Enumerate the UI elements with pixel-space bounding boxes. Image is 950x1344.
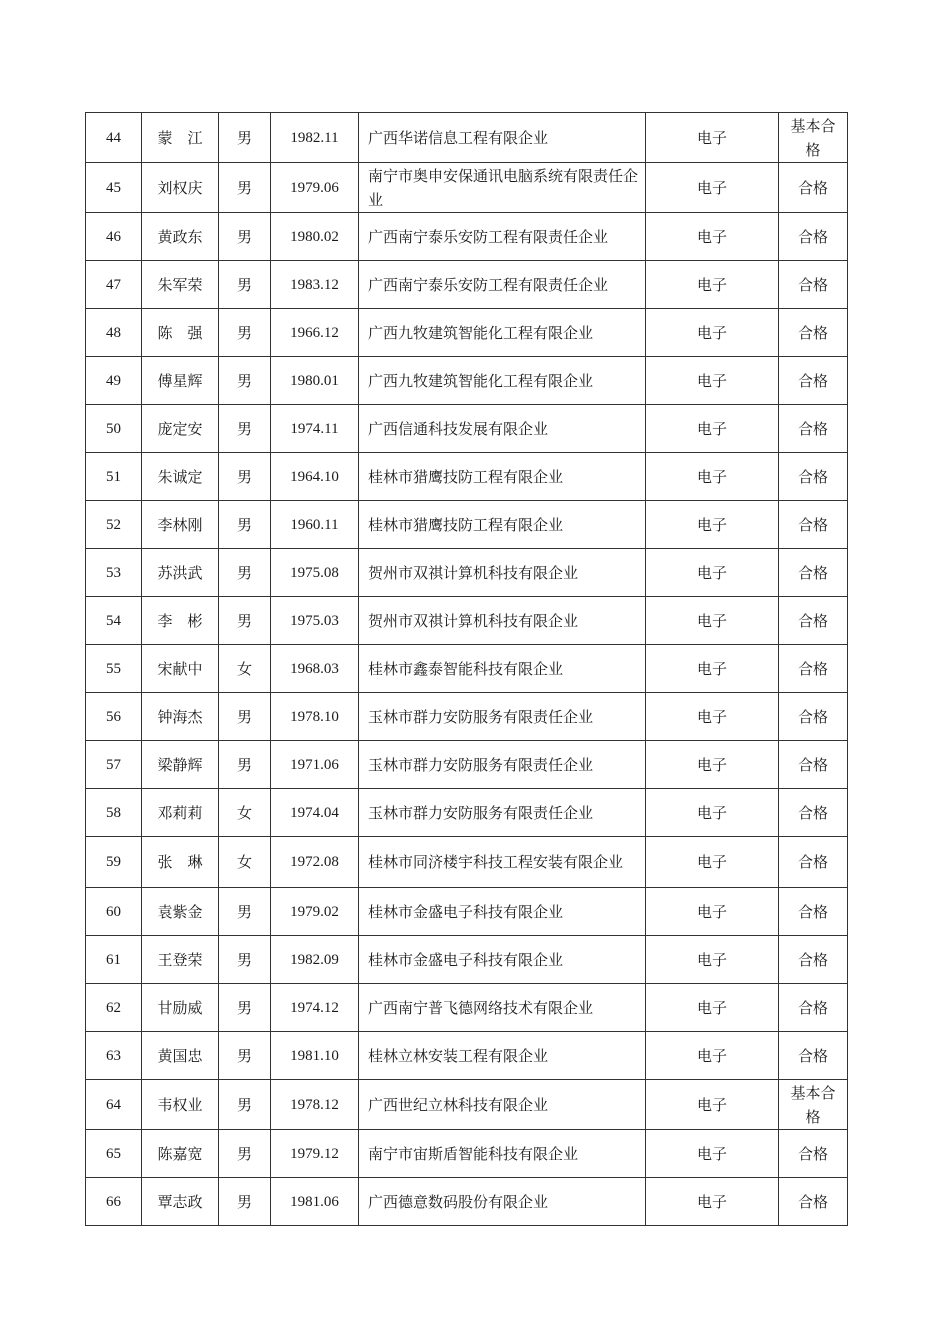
gender: 男 [219, 597, 271, 645]
evaluation-result: 合格 [779, 163, 848, 213]
evaluation-result: 合格 [779, 405, 848, 453]
birth-date: 1968.03 [271, 645, 359, 693]
specialty: 电子 [646, 597, 779, 645]
specialty: 电子 [646, 837, 779, 888]
specialty: 电子 [646, 1178, 779, 1226]
company-name: 广西九牧建筑智能化工程有限企业 [359, 309, 646, 357]
gender: 女 [219, 645, 271, 693]
birth-date: 1971.06 [271, 741, 359, 789]
row-number: 64 [86, 1080, 142, 1130]
table-row [86, 549, 848, 597]
row-number: 57 [86, 741, 142, 789]
company-name: 桂林市同济楼宇科技工程安装有限企业 [359, 837, 646, 888]
gender: 男 [219, 1080, 271, 1130]
birth-date: 1979.06 [271, 163, 359, 213]
table-row [86, 163, 848, 213]
row-number: 65 [86, 1130, 142, 1178]
company-name: 玉林市群力安防服务有限责任企业 [359, 693, 646, 741]
person-name: 庞定安 [142, 405, 219, 453]
evaluation-result: 合格 [779, 936, 848, 984]
person-name: 苏洪武 [142, 549, 219, 597]
company-name: 桂林市金盛电子科技有限企业 [359, 888, 646, 936]
table-row [86, 1032, 848, 1080]
person-name: 傅星辉 [142, 357, 219, 405]
gender: 男 [219, 1130, 271, 1178]
specialty: 电子 [646, 501, 779, 549]
specialty: 电子 [646, 1080, 779, 1130]
evaluation-result: 基本合格 [779, 1080, 848, 1130]
gender: 男 [219, 888, 271, 936]
birth-date: 1974.11 [271, 405, 359, 453]
person-name: 覃志政 [142, 1178, 219, 1226]
evaluation-result: 合格 [779, 261, 848, 309]
row-number: 53 [86, 549, 142, 597]
specialty: 电子 [646, 163, 779, 213]
specialty: 电子 [646, 936, 779, 984]
evaluation-result: 基本合格 [779, 113, 848, 163]
evaluation-result: 合格 [779, 984, 848, 1032]
birth-date: 1978.10 [271, 693, 359, 741]
gender: 男 [219, 261, 271, 309]
specialty: 电子 [646, 789, 779, 837]
specialty: 电子 [646, 357, 779, 405]
person-name: 刘权庆 [142, 163, 219, 213]
table-row [86, 1130, 848, 1178]
person-name: 宋献中 [142, 645, 219, 693]
table-body [86, 113, 848, 1226]
row-number: 61 [86, 936, 142, 984]
person-name: 甘励威 [142, 984, 219, 1032]
row-number: 44 [86, 113, 142, 163]
specialty: 电子 [646, 984, 779, 1032]
specialty: 电子 [646, 888, 779, 936]
evaluation-result: 合格 [779, 357, 848, 405]
personnel-table [85, 112, 848, 1226]
person-name: 蒙 江 [142, 113, 219, 163]
specialty: 电子 [646, 261, 779, 309]
company-name: 广西南宁普飞德网络技术有限企业 [359, 984, 646, 1032]
table-row [86, 1080, 848, 1130]
specialty: 电子 [646, 741, 779, 789]
table-row [86, 936, 848, 984]
birth-date: 1974.04 [271, 789, 359, 837]
person-name: 陈 强 [142, 309, 219, 357]
birth-date: 1982.11 [271, 113, 359, 163]
gender: 男 [219, 163, 271, 213]
table-row [86, 453, 848, 501]
person-name: 朱诚定 [142, 453, 219, 501]
birth-date: 1983.12 [271, 261, 359, 309]
row-number: 62 [86, 984, 142, 1032]
person-name: 陈嘉宽 [142, 1130, 219, 1178]
evaluation-result: 合格 [779, 789, 848, 837]
specialty: 电子 [646, 1032, 779, 1080]
row-number: 60 [86, 888, 142, 936]
row-number: 51 [86, 453, 142, 501]
evaluation-result: 合格 [779, 1032, 848, 1080]
evaluation-result: 合格 [779, 645, 848, 693]
table-row [86, 645, 848, 693]
specialty: 电子 [646, 1130, 779, 1178]
row-number: 49 [86, 357, 142, 405]
specialty: 电子 [646, 113, 779, 163]
company-name: 桂林市金盛电子科技有限企业 [359, 936, 646, 984]
table-row [86, 405, 848, 453]
birth-date: 1980.01 [271, 357, 359, 405]
row-number: 52 [86, 501, 142, 549]
birth-date: 1979.12 [271, 1130, 359, 1178]
birth-date: 1964.10 [271, 453, 359, 501]
company-name: 玉林市群力安防服务有限责任企业 [359, 789, 646, 837]
company-name: 南宁市宙斯盾智能科技有限企业 [359, 1130, 646, 1178]
gender: 男 [219, 741, 271, 789]
person-name: 袁紫金 [142, 888, 219, 936]
person-name: 梁静辉 [142, 741, 219, 789]
company-name: 南宁市奥申安保通讯电脑系统有限责任企业 [359, 163, 646, 213]
row-number: 58 [86, 789, 142, 837]
table-row [86, 501, 848, 549]
row-number: 56 [86, 693, 142, 741]
row-number: 50 [86, 405, 142, 453]
specialty: 电子 [646, 309, 779, 357]
gender: 男 [219, 693, 271, 741]
table-row [86, 1178, 848, 1226]
company-name: 桂林市猎鹰技防工程有限企业 [359, 501, 646, 549]
person-name: 钟海杰 [142, 693, 219, 741]
person-name: 朱军荣 [142, 261, 219, 309]
company-name: 贺州市双祺计算机科技有限企业 [359, 549, 646, 597]
gender: 男 [219, 1178, 271, 1226]
row-number: 48 [86, 309, 142, 357]
company-name: 广西九牧建筑智能化工程有限企业 [359, 357, 646, 405]
person-name: 张 琳 [142, 837, 219, 888]
company-name: 广西南宁泰乐安防工程有限责任企业 [359, 213, 646, 261]
birth-date: 1980.02 [271, 213, 359, 261]
birth-date: 1975.03 [271, 597, 359, 645]
company-name: 桂林市猎鹰技防工程有限企业 [359, 453, 646, 501]
company-name: 广西德意数码股份有限企业 [359, 1178, 646, 1226]
evaluation-result: 合格 [779, 888, 848, 936]
row-number: 46 [86, 213, 142, 261]
table-row [86, 837, 848, 888]
gender: 男 [219, 405, 271, 453]
person-name: 李林刚 [142, 501, 219, 549]
gender: 女 [219, 789, 271, 837]
gender: 男 [219, 309, 271, 357]
company-name: 桂林立林安装工程有限企业 [359, 1032, 646, 1080]
specialty: 电子 [646, 453, 779, 501]
person-name: 黄政东 [142, 213, 219, 261]
table-row [86, 213, 848, 261]
birth-date: 1972.08 [271, 837, 359, 888]
gender: 男 [219, 357, 271, 405]
table-row [86, 789, 848, 837]
gender: 男 [219, 213, 271, 261]
evaluation-result: 合格 [779, 309, 848, 357]
company-name: 桂林市鑫泰智能科技有限企业 [359, 645, 646, 693]
row-number: 45 [86, 163, 142, 213]
evaluation-result: 合格 [779, 213, 848, 261]
table-row [86, 597, 848, 645]
person-name: 韦权业 [142, 1080, 219, 1130]
evaluation-result: 合格 [779, 741, 848, 789]
evaluation-result: 合格 [779, 501, 848, 549]
table-row [86, 357, 848, 405]
specialty: 电子 [646, 645, 779, 693]
company-name: 广西信通科技发展有限企业 [359, 405, 646, 453]
evaluation-result: 合格 [779, 1130, 848, 1178]
evaluation-result: 合格 [779, 597, 848, 645]
birth-date: 1978.12 [271, 1080, 359, 1130]
gender: 男 [219, 936, 271, 984]
company-name: 广西世纪立林科技有限企业 [359, 1080, 646, 1130]
evaluation-result: 合格 [779, 837, 848, 888]
row-number: 55 [86, 645, 142, 693]
person-name: 邓莉莉 [142, 789, 219, 837]
birth-date: 1974.12 [271, 984, 359, 1032]
gender: 男 [219, 984, 271, 1032]
table-row [86, 693, 848, 741]
person-name: 黄国忠 [142, 1032, 219, 1080]
company-name: 广西华诺信息工程有限企业 [359, 113, 646, 163]
table-row [86, 984, 848, 1032]
evaluation-result: 合格 [779, 1178, 848, 1226]
row-number: 63 [86, 1032, 142, 1080]
table-row [86, 888, 848, 936]
birth-date: 1981.10 [271, 1032, 359, 1080]
birth-date: 1981.06 [271, 1178, 359, 1226]
row-number: 47 [86, 261, 142, 309]
table-row [86, 113, 848, 163]
row-number: 66 [86, 1178, 142, 1226]
birth-date: 1960.11 [271, 501, 359, 549]
specialty: 电子 [646, 693, 779, 741]
gender: 男 [219, 501, 271, 549]
row-number: 59 [86, 837, 142, 888]
table-row [86, 741, 848, 789]
gender: 男 [219, 453, 271, 501]
company-name: 贺州市双祺计算机科技有限企业 [359, 597, 646, 645]
person-name: 王登荣 [142, 936, 219, 984]
company-name: 玉林市群力安防服务有限责任企业 [359, 741, 646, 789]
birth-date: 1966.12 [271, 309, 359, 357]
evaluation-result: 合格 [779, 453, 848, 501]
gender: 男 [219, 1032, 271, 1080]
birth-date: 1975.08 [271, 549, 359, 597]
row-number: 54 [86, 597, 142, 645]
evaluation-result: 合格 [779, 549, 848, 597]
specialty: 电子 [646, 549, 779, 597]
company-name: 广西南宁泰乐安防工程有限责任企业 [359, 261, 646, 309]
gender: 男 [219, 549, 271, 597]
birth-date: 1982.09 [271, 936, 359, 984]
birth-date: 1979.02 [271, 888, 359, 936]
specialty: 电子 [646, 213, 779, 261]
gender: 男 [219, 113, 271, 163]
person-name: 李 彬 [142, 597, 219, 645]
table-row [86, 309, 848, 357]
evaluation-result: 合格 [779, 693, 848, 741]
table-row [86, 261, 848, 309]
specialty: 电子 [646, 405, 779, 453]
gender: 女 [219, 837, 271, 888]
